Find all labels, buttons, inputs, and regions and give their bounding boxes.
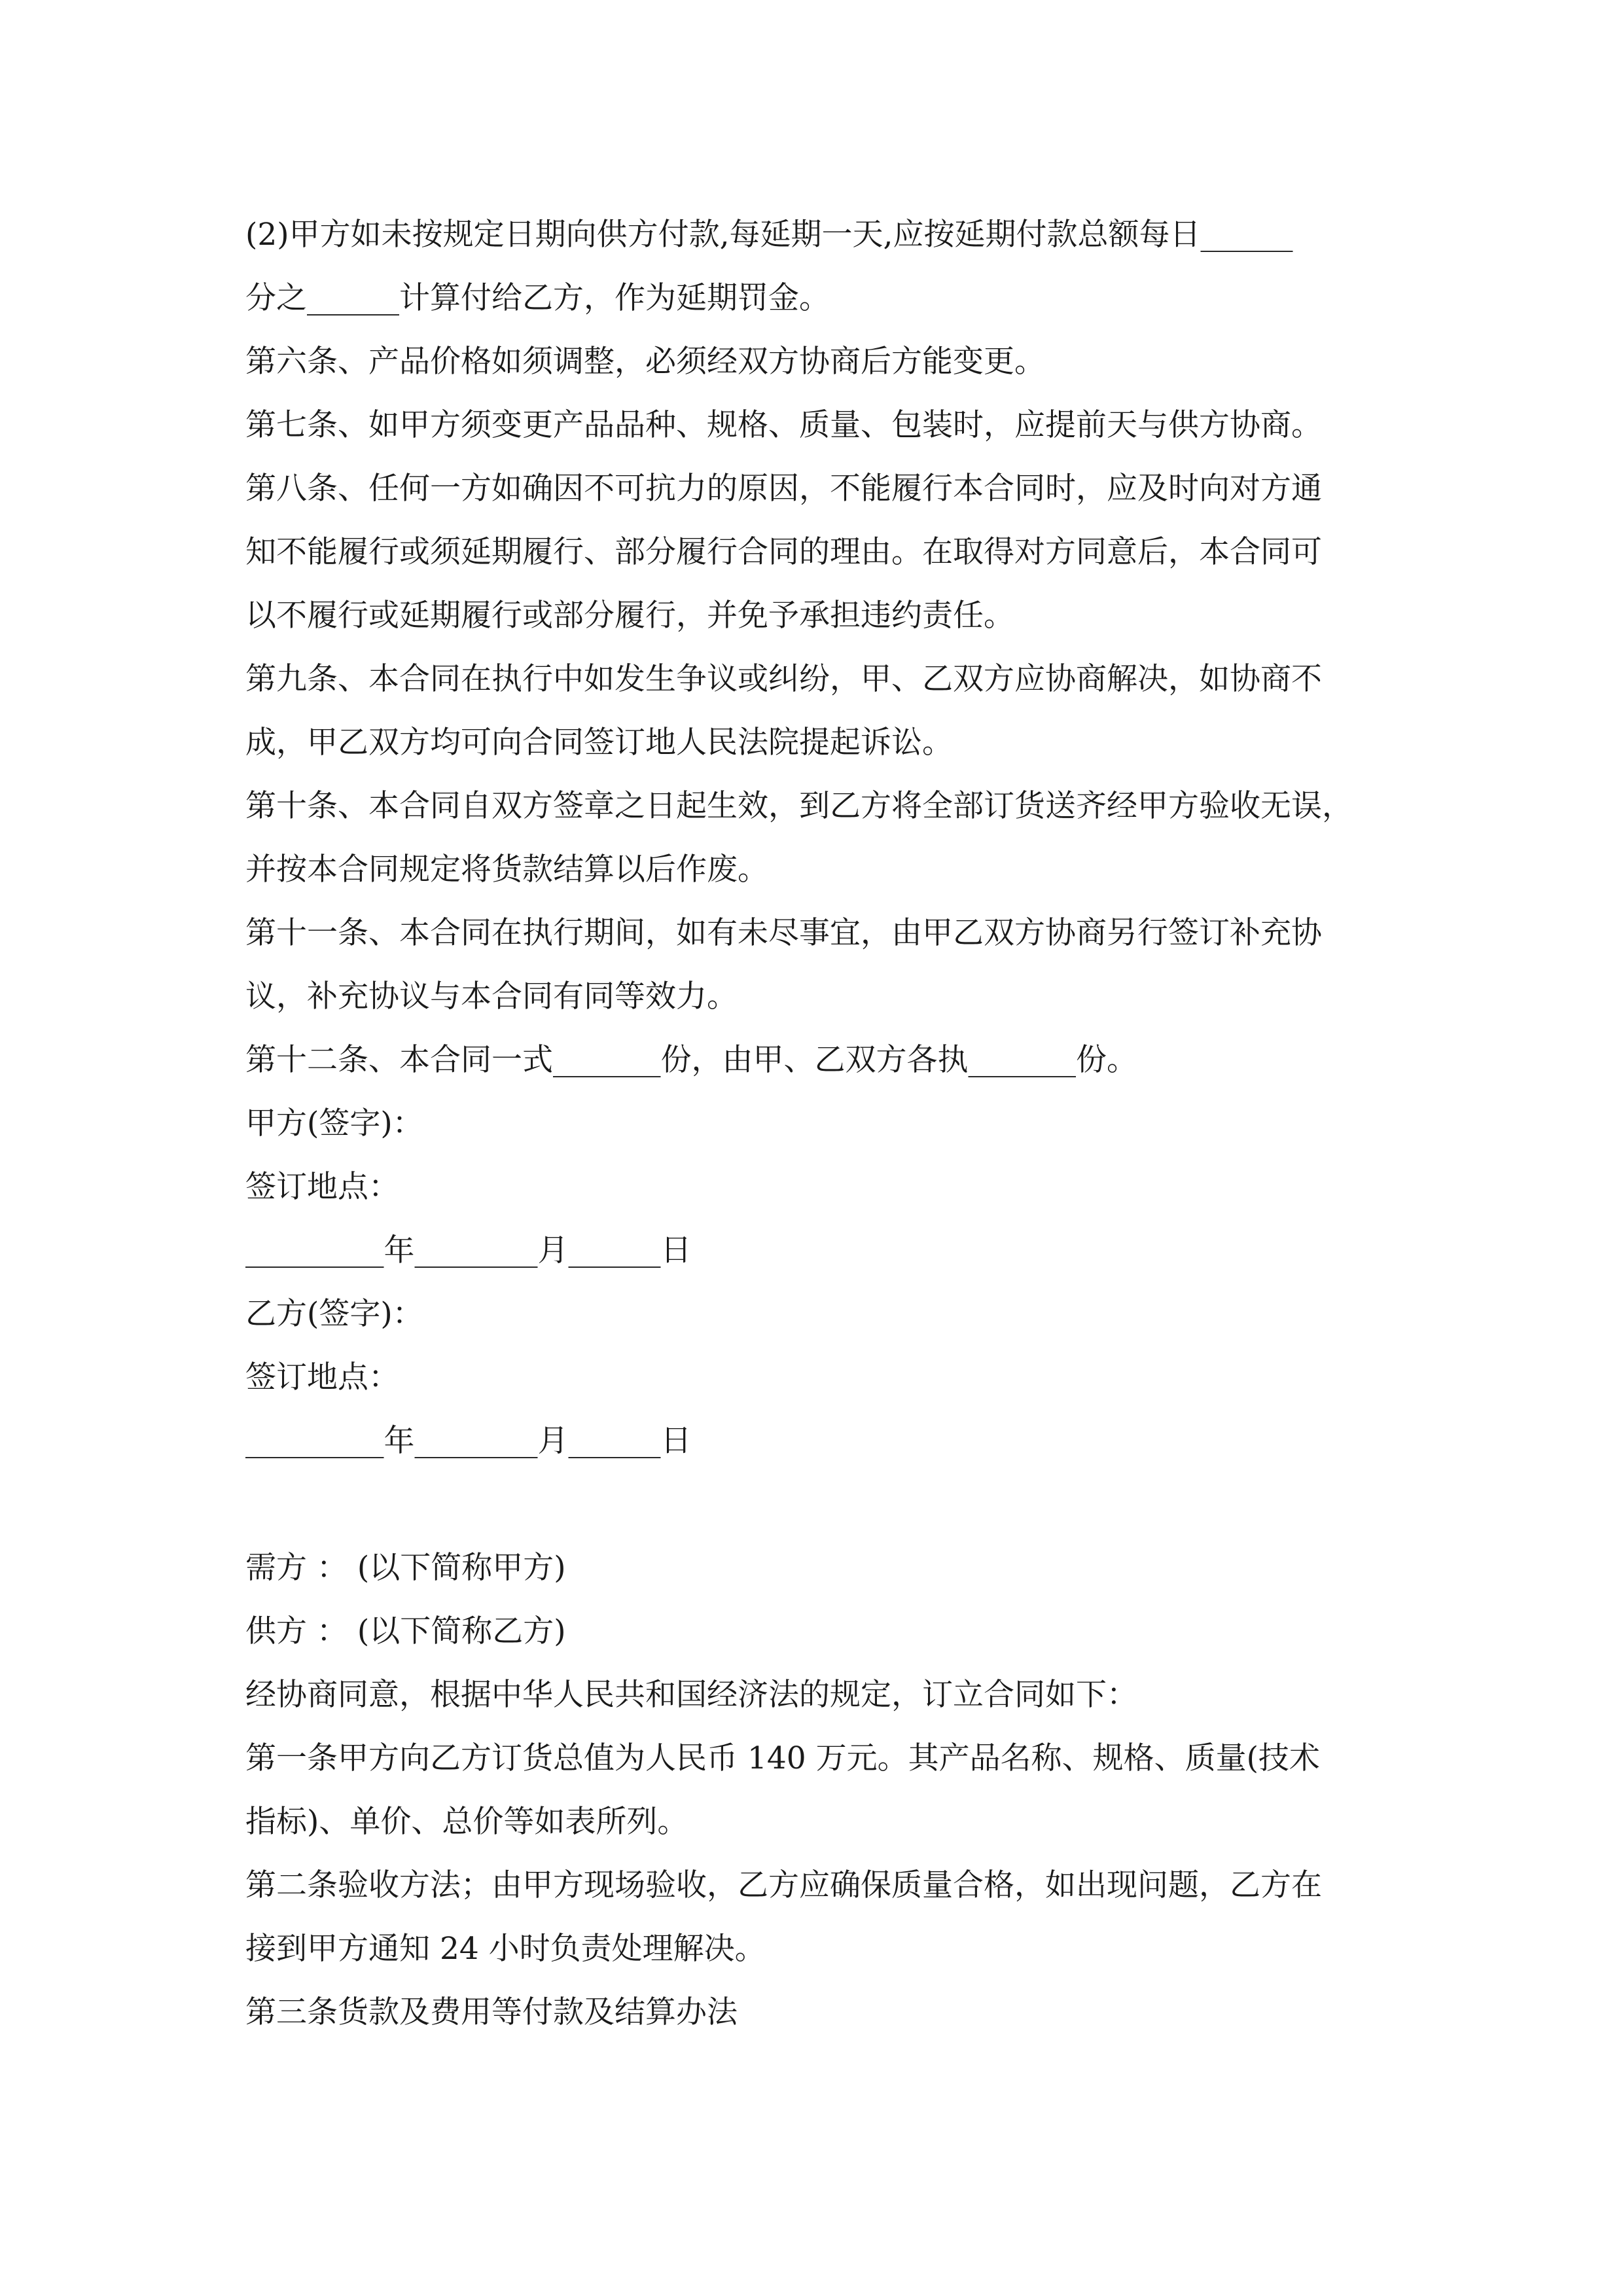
- document-body: [245, 203, 1397, 2044]
- text-line: 并按本合同规定将货款结算以后作废。: [245, 852, 768, 888]
- date-line: _________年________月______日: [245, 1423, 692, 1459]
- text-line: 第十二条、本合同一式_______份，由甲、乙双方各执_______份。: [245, 1042, 1137, 1078]
- text-line: 成，甲乙双方均可向合同签订地人民法院提起诉讼。: [245, 725, 953, 761]
- text-line: 知不能履行或须延期履行、部分履行合同的理由。在取得对方同意后，本合同可: [245, 534, 1322, 570]
- text-line: 第八条、任何一方如确因不可抗力的原因，不能履行本合同时，应及时向对方通: [245, 471, 1322, 507]
- party-a-signature-label: 甲方(签字)：: [245, 1105, 423, 1141]
- supplier-line: 供方 ： (以下简称乙方): [245, 1613, 566, 1649]
- text-line: 第十条、本合同自双方签章之日起生效，到乙方将全部订货送齐经甲方验收无误，: [245, 788, 1353, 824]
- party-b-signature-label: 乙方(签字)：: [245, 1296, 423, 1332]
- text-line: 第七条、如甲方须变更产品品种、规格、质量、包装时，应提前天与供方协商。: [245, 407, 1322, 443]
- text-line: 指标)、单价、总价等如表所列。: [245, 1804, 688, 1840]
- text-line: 以不履行或延期履行或部分履行，并免予承担违约责任。: [245, 598, 1014, 634]
- text-line: 第六条、产品价格如须调整，必须经双方协商后方能变更。: [245, 344, 1045, 380]
- text-line: 第二条验收方法；由甲方现场验收，乙方应确保质量合格，如出现问题，乙方在: [245, 1867, 1322, 1903]
- signing-place-label: 签订地点：: [245, 1169, 399, 1205]
- signing-place-label: 签订地点：: [245, 1359, 399, 1395]
- text-line: 第一条甲方向乙方订货总值为人民币 140 万元。其产品名称、规格、质量(技术: [245, 1740, 1320, 1776]
- text-line: 第九条、本合同在执行中如发生争议或纠纷，甲、乙双方应协商解决，如协商不: [245, 661, 1322, 697]
- text-line: 第三条货款及费用等付款及结算办法: [245, 1994, 738, 2030]
- text-line: 分之______计算付给乙方，作为延期罚金。: [245, 280, 830, 316]
- text-line: 经协商同意，根据中华人民共和国经济法的规定，订立合同如下：: [245, 1677, 1137, 1713]
- text-line: (2)甲方如未按规定日期向供方付款,每延期一天,应按延期付款总额每日______: [245, 217, 1293, 253]
- buyer-line: 需方 ： (以下简称甲方): [245, 1550, 566, 1586]
- date-line: _________年________月______日: [245, 1232, 692, 1268]
- section-gap: [245, 1473, 1397, 1536]
- text-line: 第十一条、本合同在执行期间，如有未尽事宜，由甲乙双方协商另行签订补充协: [245, 915, 1322, 951]
- text-line: 议，补充协议与本合同有同等效力。: [245, 978, 738, 1014]
- text-line: 接到甲方通知 24 小时负责处理解决。: [245, 1931, 766, 1967]
